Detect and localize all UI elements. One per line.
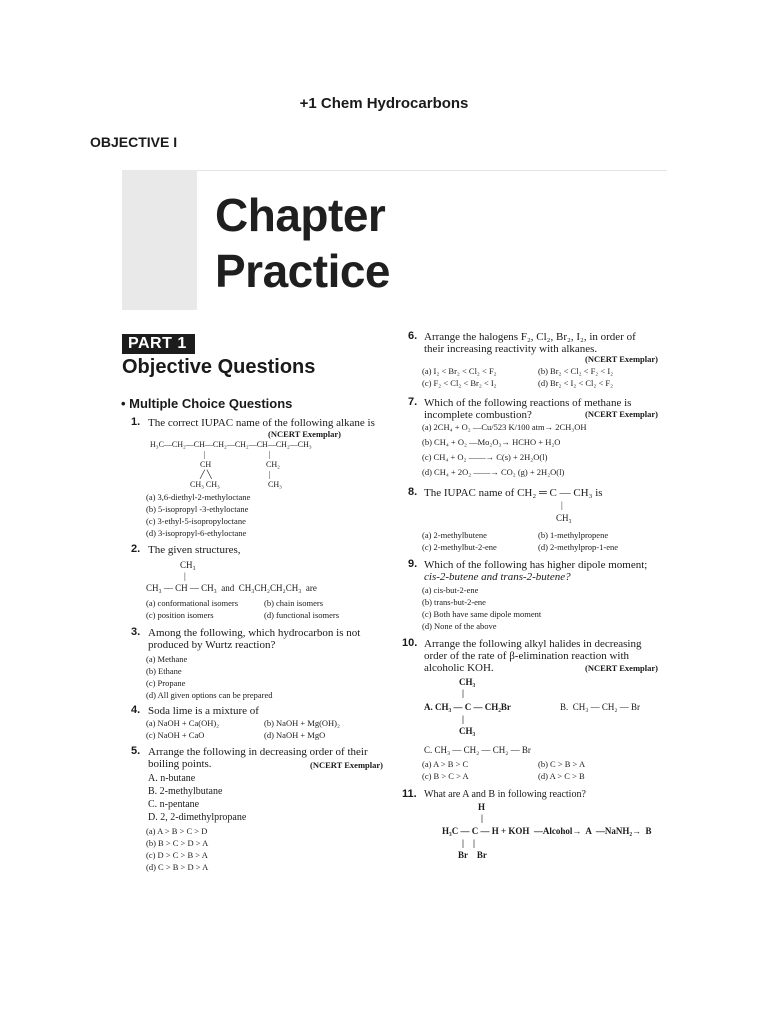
- structure-branch: |: [184, 571, 186, 581]
- option-c: (c) Both have same dipole moment: [422, 609, 542, 619]
- question-text: alcoholic KOH.: [424, 662, 494, 674]
- option-c: (c) D > C > B > A: [146, 850, 208, 860]
- question-number: 3.: [131, 626, 141, 638]
- option-d: (d) 3-isopropyl-6-ethyloctane: [146, 528, 247, 538]
- question-text: Arrange the following in decreasing order of their: [148, 746, 368, 758]
- question-text: cis-2-butene and trans-2-butene?: [424, 571, 571, 583]
- option-b: (b) trans-but-2-ene: [422, 597, 486, 607]
- question-number: 1.: [131, 416, 141, 428]
- structure-line: B. CH₃ — CH₂ — Br: [560, 702, 641, 712]
- structure-line: CH₃ CH₃: [190, 480, 220, 489]
- compound-c: C. n-pentane: [148, 799, 200, 810]
- question-text: Arrange the halogens F₂, Cl₂, Br₂, I₂, in order of: [424, 331, 636, 343]
- option-a: (a) conformational isomers: [146, 598, 239, 608]
- part-title: Objective Questions: [122, 356, 316, 378]
- question-text: produced by Wurtz reaction?: [148, 639, 276, 651]
- mcq-heading: • Multiple Choice Questions: [121, 396, 293, 411]
- option-a: (a) I₂ < Br₂ < Cl₂ < F₂: [422, 366, 497, 376]
- chapter-title-line2: Practice: [215, 245, 391, 297]
- structure-line: H₃C — C — H + KOH —Alcohol→ A —NaNH₂→ B: [442, 826, 652, 836]
- option-d: (d) C > B > D > A: [146, 862, 209, 872]
- question-text: The correct IUPAC name of the following alkane is: [148, 417, 375, 429]
- structure-line: CH₃ — CH — CH₃ and CH₃CH₂CH₂CH₃ are: [146, 583, 317, 593]
- option-c: (c) CH₄ + O₂ ——→ C(s) + 2H₂O(l): [422, 452, 548, 462]
- question-text: Soda lime is a mixture of: [148, 705, 259, 717]
- structure-branch: |: [561, 500, 563, 510]
- structure-line: Br Br: [458, 850, 487, 860]
- structure-line: CH₃: [556, 513, 572, 523]
- source-tag: (NCERT Exemplar): [585, 663, 658, 673]
- option-b: (b) B > C > D > A: [146, 838, 209, 848]
- option-d: (d) NaOH + MgO: [264, 730, 326, 740]
- option-b: (b) 5-isopropyl -3-ethyloctane: [146, 504, 249, 514]
- chapter-top-rule: [197, 170, 667, 171]
- option-c: (c) 2-methylbut-2-ene: [422, 542, 497, 552]
- option-d: (d) Br₂ < I₂ < Cl₂ < F₂: [538, 378, 614, 388]
- source-tag: (NCERT Exemplar): [310, 760, 383, 770]
- chapter-gray-block: [122, 170, 197, 310]
- document-title: +1 Chem Hydrocarbons: [299, 95, 469, 112]
- structure-line: C. CH₃ — CH₂ — CH₂ — Br: [424, 745, 531, 755]
- question-number: 8.: [408, 486, 418, 498]
- option-d: (d) functional isomers: [264, 610, 340, 620]
- structure-branch: | |: [462, 838, 475, 848]
- question-number: 7.: [408, 396, 418, 408]
- option-b: (b) C > B > A: [538, 759, 586, 769]
- source-tag: (NCERT Exemplar): [268, 429, 341, 439]
- question-number: 10.: [402, 637, 418, 649]
- question-text: order of the rate of β-elimination reaction with: [424, 650, 630, 662]
- structure-line: CH₂: [266, 460, 280, 469]
- structure-branch: |: [462, 688, 464, 698]
- structure-line: CH₃: [459, 726, 476, 736]
- question-number: 5.: [131, 745, 141, 757]
- option-a: (a) A > B > C: [422, 759, 469, 769]
- structure-branch: |: [481, 813, 483, 823]
- structure-branch: |: [204, 450, 206, 459]
- structure-line: CH₃: [268, 480, 282, 489]
- option-a: (a) 2CH₄ + O₂ —Cu/523 K/100 atm→ 2CH₃OH: [422, 422, 587, 432]
- option-d: (d) All given options can be prepared: [146, 690, 273, 700]
- question-text: What are A and B in following reaction?: [424, 789, 586, 800]
- option-b: (b) NaOH + Mg(OH)₂: [264, 718, 340, 728]
- option-c: (c) B > C > A: [422, 771, 469, 781]
- option-b: (b) Ethane: [146, 666, 182, 676]
- part-badge: PART 1: [122, 334, 195, 354]
- structure-branch: |: [269, 450, 271, 459]
- structure-line: A. CH₃ — C — CH₂Br: [424, 702, 511, 712]
- question-text: Arrange the following alkyl halides in decreasing: [424, 638, 642, 650]
- chapter-title-line1: Chapter: [215, 189, 386, 241]
- option-d: (d) None of the above: [422, 621, 497, 631]
- option-b: (b) 1-methylpropene: [538, 530, 609, 540]
- option-c: (c) NaOH + CaO: [146, 730, 205, 740]
- question-number: 2.: [131, 543, 141, 555]
- structure-branch: |: [462, 714, 464, 724]
- question-text: Which of the following has higher dipole moment;: [424, 559, 648, 571]
- option-c: (c) position isomers: [146, 610, 214, 620]
- option-c: (c) F₂ < Cl₂ < Br₂ < I₂: [422, 378, 497, 388]
- question-number: 9.: [408, 558, 418, 570]
- option-c: (c) 3-ethyl-5-isopropyloctane: [146, 516, 246, 526]
- question-text: The IUPAC name of CH₂ ═ C — CH₃ is: [424, 487, 603, 499]
- question-text: boiling points.: [148, 758, 212, 770]
- option-d: (d) 2-methylprop-1-ene: [538, 542, 619, 552]
- option-b: (b) CH₄ + O₂ —Mo₂O₃→ HCHO + H₂O: [422, 437, 561, 447]
- compound-b: B. 2-methylbutane: [148, 786, 223, 797]
- structure-branch: ╱ ╲: [200, 470, 212, 479]
- option-b: (b) Br₂ < Cl₂ < F₂ < I₂: [538, 366, 614, 376]
- question-text: incomplete combustion?: [424, 409, 532, 421]
- section-label: OBJECTIVE I: [90, 134, 178, 150]
- compound-a: A. n-butane: [148, 773, 196, 784]
- option-b: (b) chain isomers: [264, 598, 324, 608]
- question-text: Which of the following reactions of methane is: [424, 397, 632, 409]
- structure-branch: |: [269, 470, 271, 479]
- structure-line: CH: [200, 460, 212, 469]
- source-tag: (NCERT Exemplar): [585, 409, 658, 419]
- option-a: (a) 2-methylbutene: [422, 530, 487, 540]
- option-a: (a) NaOH + Ca(OH)₂: [146, 718, 220, 728]
- structure-line: H: [478, 802, 486, 812]
- option-d: (d) CH₄ + 2O₂ ——→ CO₂ (g) + 2H₂O(l): [422, 467, 565, 477]
- question-number: 4.: [131, 704, 141, 716]
- question-number: 11.: [402, 788, 417, 800]
- question-text: Among the following, which hydrocarbon is not: [148, 627, 361, 639]
- question-text: The given structures,: [148, 544, 241, 556]
- option-a: (a) Methane: [146, 654, 188, 664]
- option-a: (a) A > B > C > D: [146, 826, 208, 836]
- option-a: (a) 3,6-diethyl-2-methyloctane: [146, 492, 251, 502]
- structure-line: CH₃: [180, 560, 196, 570]
- option-a: (a) cis-but-2-ene: [422, 585, 479, 595]
- question-number: 6.: [408, 330, 418, 342]
- compound-d: D. 2, 2-dimethylpropane: [148, 812, 247, 823]
- source-tag: (NCERT Exemplar): [585, 354, 658, 364]
- structure-line: CH₃: [459, 677, 476, 687]
- question-text: their increasing reactivity with alkanes.: [424, 343, 598, 355]
- option-d: (d) A > C > B: [538, 771, 585, 781]
- structure-line: H₃C—CH₂—CH—CH₂—CH₂—CH—CH₂—CH₃: [150, 440, 312, 449]
- option-c: (c) Propane: [146, 678, 186, 688]
